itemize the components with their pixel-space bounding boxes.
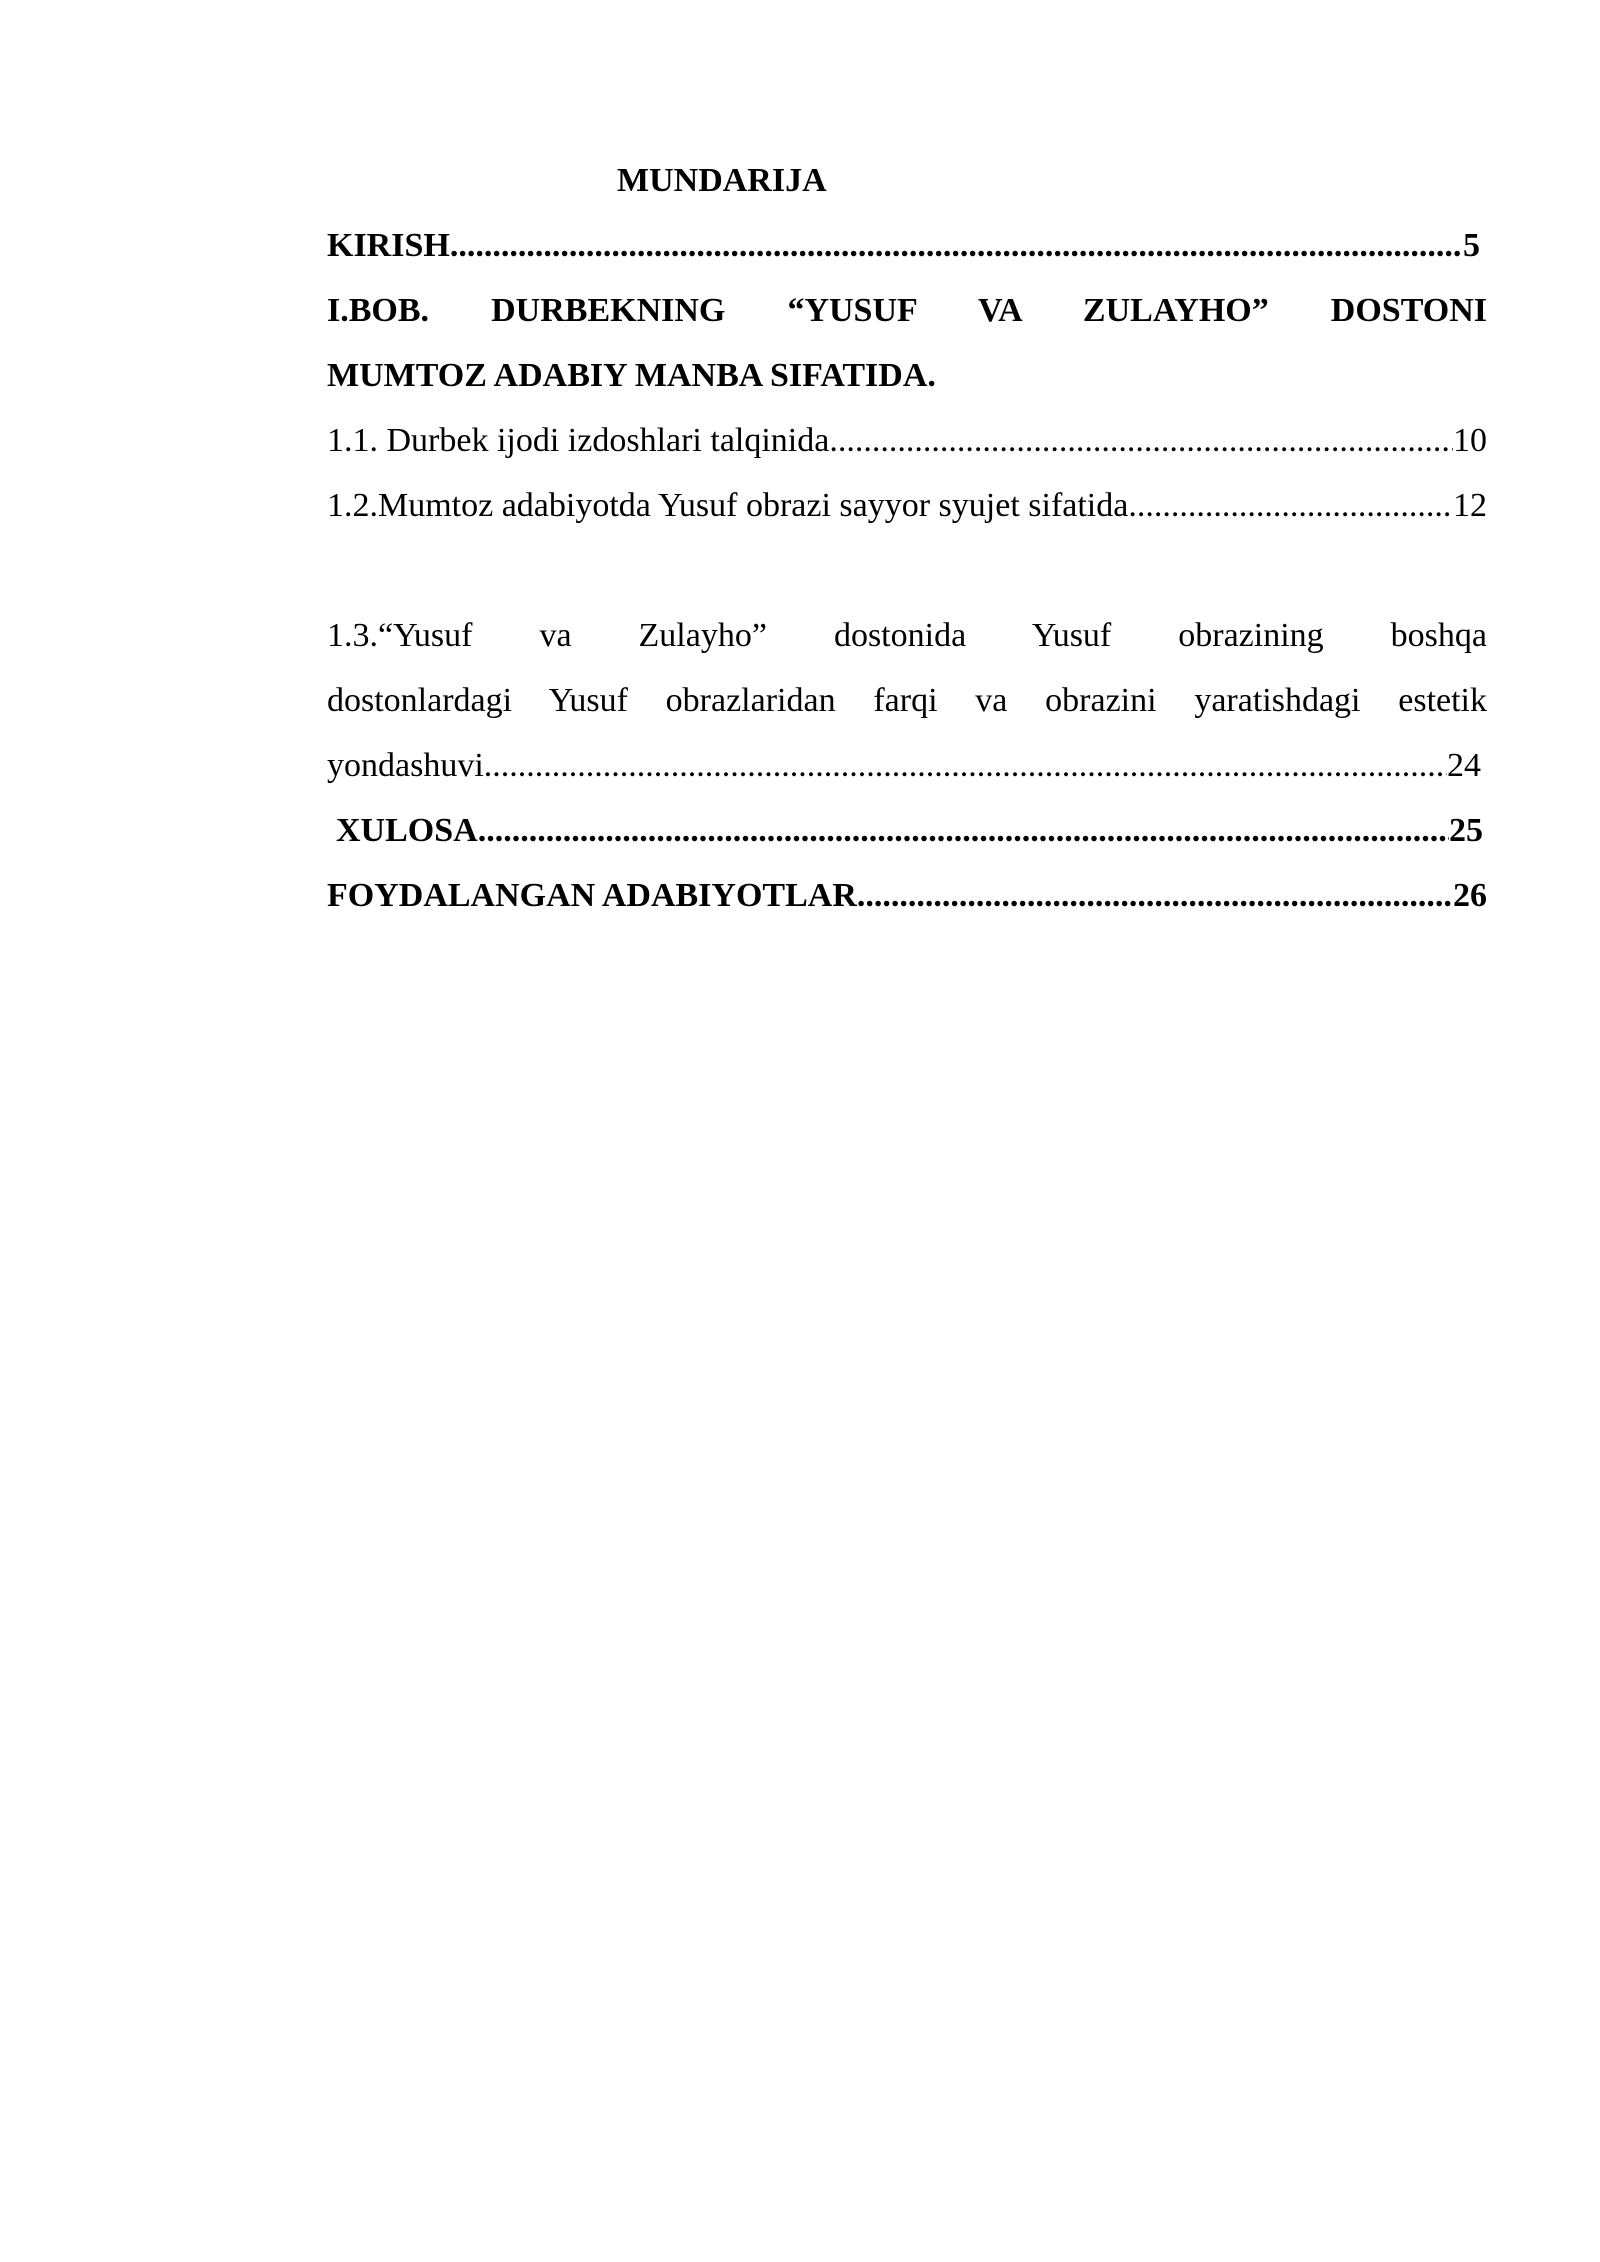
toc-page-number: 5: [1463, 227, 1480, 264]
toc-entry-label: XULOSA: [336, 812, 478, 849]
toc-entry-label: 1.2.Mumtoz adabiyotda Yusuf obrazi sayyor syujet sifatida: [327, 487, 1129, 524]
toc-leader-dots: [484, 733, 1447, 798]
toc-entry-label: yondashuvi: [327, 747, 484, 784]
toc-chapter-1-line-2[interactable]: [327, 343, 1487, 408]
toc-page-number: 25: [1449, 812, 1483, 849]
toc-page-number: 10: [1453, 422, 1487, 459]
toc-entry-label: dostonlardagi Yusuf obrazlaridan farqi va obrazini yaratishdagi estetik: [327, 682, 1487, 719]
blank-line: [327, 538, 1487, 603]
toc-entry-adabiyotlar[interactable]: [327, 863, 1487, 928]
toc-leader-dots: [829, 408, 1453, 473]
toc-chapter-1-line-1[interactable]: [327, 278, 1487, 343]
toc-entry-1-3-line-1[interactable]: [327, 603, 1487, 668]
toc-leader-dots: [450, 213, 1463, 278]
toc-entry-label: KIRISH: [327, 227, 450, 264]
toc-page-number: 26: [1453, 877, 1487, 914]
toc-leader-dots: [478, 798, 1449, 863]
toc-entry-1-2[interactable]: [327, 473, 1487, 538]
toc-chapter-1-subtitle: MUMTOZ ADABIY MANBA SIFATIDA.: [327, 357, 936, 394]
toc-leader-dots: [857, 863, 1453, 928]
table-of-contents: [327, 148, 1487, 928]
toc-entry-label: FOYDALANGAN ADABIYOTLAR: [327, 877, 857, 914]
toc-title: MUNDARIJA: [617, 162, 827, 199]
toc-entry-label: 1.3.“Yusuf va Zulayho” dostonida Yusuf obrazining boshqa: [327, 617, 1487, 654]
toc-chapter-1-title: I.BOB. DURBEKNING “YUSUF VA ZULAYHO” DOSTONI: [327, 292, 1487, 329]
toc-leader-dots: [1128, 473, 1453, 538]
toc-entry-1-1[interactable]: [327, 408, 1487, 473]
toc-entry-1-3-line-3[interactable]: [327, 733, 1487, 798]
toc-entry-xulosa[interactable]: [327, 798, 1487, 863]
toc-page-number: 12: [1453, 487, 1487, 524]
toc-entry-label: 1.1. Durbek ijodi izdoshlari talqinida: [327, 422, 830, 459]
toc-page-number: 24: [1447, 747, 1481, 784]
toc-entry-kirish[interactable]: [327, 213, 1487, 278]
toc-entry-1-3-line-2[interactable]: [327, 668, 1487, 733]
